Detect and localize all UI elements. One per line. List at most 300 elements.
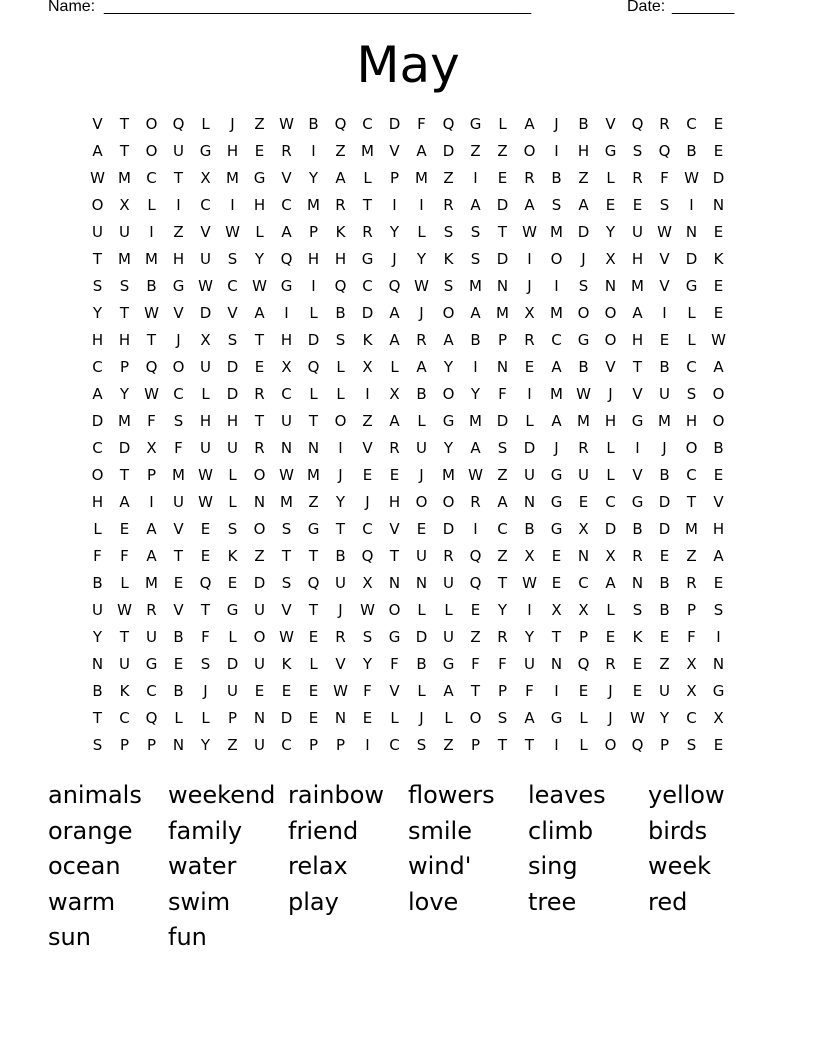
grid-letter[interactable]: X — [389, 385, 400, 403]
grid-letter[interactable]: L — [93, 520, 102, 538]
grid-letter[interactable]: S — [497, 709, 508, 727]
grid-letter[interactable]: M — [307, 196, 320, 214]
grid-letter[interactable]: E — [632, 655, 643, 673]
grid-letter[interactable]: L — [228, 466, 237, 484]
grid-letter[interactable]: L — [687, 304, 696, 322]
grid-letter[interactable]: X — [686, 655, 697, 673]
grid-letter[interactable]: T — [254, 331, 265, 349]
grid-letter[interactable]: U — [119, 655, 130, 673]
grid-letter[interactable]: E — [578, 493, 589, 511]
grid-letter[interactable]: E — [713, 574, 724, 592]
grid-letter[interactable]: R — [632, 547, 643, 565]
grid-letter[interactable]: G — [442, 655, 455, 673]
grid-letter[interactable]: U — [119, 223, 130, 241]
grid-letter[interactable]: E — [308, 628, 319, 646]
grid-letter[interactable]: A — [146, 547, 157, 565]
grid-letter[interactable]: U — [227, 682, 238, 700]
grid-letter[interactable]: W — [414, 277, 429, 295]
grid-letter[interactable]: H — [334, 250, 347, 268]
grid-letter[interactable]: R — [335, 196, 346, 214]
grid-letter[interactable]: Y — [605, 223, 616, 241]
grid-letter[interactable]: H — [226, 412, 239, 430]
grid-letter[interactable]: L — [606, 466, 615, 484]
grid-letter[interactable]: G — [199, 142, 212, 160]
grid-letter[interactable]: U — [659, 385, 670, 403]
grid-letter[interactable]: Q — [307, 574, 320, 592]
grid-letter[interactable]: Z — [470, 628, 481, 646]
grid-letter[interactable]: T — [497, 223, 508, 241]
grid-letter[interactable]: H — [280, 331, 293, 349]
grid-letter[interactable]: A — [551, 412, 562, 430]
grid-letter[interactable]: E — [551, 547, 562, 565]
grid-letter[interactable]: U — [443, 574, 454, 592]
grid-letter[interactable]: W — [198, 277, 213, 295]
grid-letter[interactable]: Z — [497, 547, 508, 565]
grid-letter[interactable]: I — [527, 385, 532, 403]
grid-letter[interactable]: X — [578, 601, 589, 619]
grid-letter[interactable]: M — [145, 574, 158, 592]
grid-letter[interactable]: Q — [361, 547, 374, 565]
grid-letter[interactable]: Y — [92, 304, 103, 322]
grid-letter[interactable]: N — [253, 493, 266, 511]
grid-letter[interactable]: E — [389, 466, 400, 484]
grid-letter[interactable]: N — [550, 655, 563, 673]
grid-letter[interactable]: B — [173, 682, 184, 700]
grid-letter[interactable]: C — [686, 358, 697, 376]
grid-letter[interactable]: A — [470, 196, 481, 214]
grid-letter[interactable]: E — [659, 547, 670, 565]
grid-letter[interactable]: L — [687, 331, 696, 349]
grid-letter[interactable]: B — [659, 358, 670, 376]
grid-letter[interactable]: Z — [443, 169, 454, 187]
grid-letter[interactable]: V — [200, 223, 211, 241]
grid-letter[interactable]: X — [551, 601, 562, 619]
grid-letter[interactable]: Y — [416, 250, 427, 268]
grid-letter[interactable]: P — [308, 736, 319, 754]
grid-letter[interactable]: E — [308, 709, 319, 727]
grid-letter[interactable]: W — [279, 466, 294, 484]
grid-letter[interactable]: W — [198, 466, 213, 484]
grid-letter[interactable]: M — [118, 412, 131, 430]
grid-letter[interactable]: U — [254, 601, 265, 619]
grid-letter[interactable]: Q — [172, 115, 185, 133]
grid-letter[interactable]: V — [173, 520, 184, 538]
grid-letter[interactable]: G — [253, 169, 266, 187]
grid-letter[interactable]: E — [713, 736, 724, 754]
grid-letter[interactable]: Z — [578, 169, 589, 187]
grid-letter[interactable]: O — [253, 520, 266, 538]
grid-letter[interactable]: A — [146, 520, 157, 538]
grid-letter[interactable]: S — [632, 601, 643, 619]
grid-letter[interactable]: G — [361, 250, 374, 268]
grid-letter[interactable]: J — [581, 250, 586, 268]
grid-letter[interactable]: E — [713, 142, 724, 160]
grid-letter[interactable]: E — [713, 466, 724, 484]
grid-letter[interactable]: L — [525, 412, 534, 430]
grid-letter[interactable]: I — [554, 277, 559, 295]
grid-letter[interactable]: L — [201, 385, 210, 403]
grid-letter[interactable]: I — [338, 439, 343, 457]
grid-letter[interactable]: N — [91, 655, 104, 673]
grid-letter[interactable]: T — [551, 628, 562, 646]
grid-letter[interactable]: W — [279, 628, 294, 646]
grid-letter[interactable]: O — [469, 709, 482, 727]
grid-letter[interactable]: W — [90, 169, 105, 187]
grid-letter[interactable]: R — [686, 574, 697, 592]
grid-letter[interactable]: C — [389, 736, 400, 754]
grid-letter[interactable]: P — [659, 736, 670, 754]
grid-letter[interactable]: I — [149, 223, 154, 241]
grid-letter[interactable]: S — [470, 223, 481, 241]
grid-letter[interactable]: O — [172, 358, 185, 376]
grid-letter[interactable]: I — [311, 277, 316, 295]
grid-letter[interactable]: D — [442, 142, 455, 160]
grid-letter[interactable]: U — [659, 682, 670, 700]
grid-letter[interactable]: D — [226, 655, 239, 673]
grid-letter[interactable]: T — [524, 736, 535, 754]
grid-letter[interactable]: N — [685, 223, 698, 241]
grid-letter[interactable]: Z — [308, 493, 319, 511]
grid-letter[interactable]: D — [307, 331, 320, 349]
grid-letter[interactable]: R — [605, 655, 616, 673]
grid-letter[interactable]: O — [334, 412, 347, 430]
grid-letter[interactable]: O — [91, 466, 104, 484]
grid-letter[interactable]: F — [471, 655, 480, 673]
grid-letter[interactable]: S — [227, 520, 238, 538]
grid-letter[interactable]: R — [632, 169, 643, 187]
grid-letter[interactable]: T — [92, 709, 103, 727]
grid-letter[interactable]: I — [635, 439, 640, 457]
grid-letter[interactable]: R — [416, 331, 427, 349]
grid-letter[interactable]: Z — [173, 223, 184, 241]
grid-letter[interactable]: I — [284, 304, 289, 322]
grid-letter[interactable]: M — [118, 169, 131, 187]
grid-letter[interactable]: I — [365, 385, 370, 403]
grid-letter[interactable]: A — [524, 196, 535, 214]
grid-letter[interactable]: G — [145, 655, 158, 673]
grid-letter[interactable]: Y — [200, 736, 211, 754]
grid-letter[interactable]: H — [91, 331, 104, 349]
grid-letter[interactable]: L — [255, 223, 264, 241]
grid-letter[interactable]: A — [281, 223, 292, 241]
grid-letter[interactable]: L — [228, 628, 237, 646]
grid-letter[interactable]: E — [605, 196, 616, 214]
grid-letter[interactable]: G — [550, 493, 563, 511]
grid-letter[interactable]: I — [554, 142, 559, 160]
grid-letter[interactable]: Y — [308, 169, 319, 187]
grid-letter[interactable]: O — [550, 250, 563, 268]
grid-letter[interactable]: U — [632, 223, 643, 241]
grid-letter[interactable]: S — [686, 736, 697, 754]
grid-letter[interactable]: S — [227, 250, 238, 268]
grid-letter[interactable]: I — [554, 736, 559, 754]
grid-letter[interactable]: E — [308, 682, 319, 700]
grid-letter[interactable]: U — [524, 655, 535, 673]
grid-letter[interactable]: X — [713, 709, 724, 727]
grid-letter[interactable]: T — [686, 493, 697, 511]
grid-letter[interactable]: D — [685, 250, 698, 268]
grid-letter[interactable]: T — [92, 250, 103, 268]
grid-letter[interactable]: E — [173, 574, 184, 592]
name-field[interactable]: ________________________________________________ — [104, 0, 532, 15]
grid-letter[interactable]: J — [527, 277, 532, 295]
grid-letter[interactable]: G — [577, 331, 590, 349]
grid-letter[interactable]: L — [417, 223, 426, 241]
grid-letter[interactable]: R — [254, 385, 265, 403]
grid-letter[interactable]: I — [392, 196, 397, 214]
grid-letter[interactable]: M — [550, 385, 563, 403]
grid-letter[interactable]: J — [392, 250, 397, 268]
grid-letter[interactable]: S — [443, 223, 454, 241]
grid-letter[interactable]: E — [713, 304, 724, 322]
grid-letter[interactable]: S — [92, 277, 103, 295]
grid-letter[interactable]: D — [523, 439, 536, 457]
grid-letter[interactable]: A — [416, 142, 427, 160]
date-field[interactable]: _______ — [672, 0, 735, 15]
grid-letter[interactable]: L — [606, 169, 615, 187]
grid-letter[interactable]: I — [473, 520, 478, 538]
grid-letter[interactable]: G — [307, 520, 320, 538]
grid-letter[interactable]: A — [470, 304, 481, 322]
grid-letter[interactable]: M — [496, 304, 509, 322]
grid-letter[interactable]: X — [686, 682, 697, 700]
grid-letter[interactable]: G — [226, 601, 239, 619]
grid-letter[interactable]: J — [419, 304, 424, 322]
grid-letter[interactable]: N — [496, 277, 509, 295]
grid-letter[interactable]: H — [388, 493, 401, 511]
grid-letter[interactable]: L — [309, 655, 318, 673]
grid-letter[interactable]: C — [227, 277, 238, 295]
grid-letter[interactable]: K — [227, 547, 238, 565]
grid-letter[interactable]: K — [281, 655, 292, 673]
grid-letter[interactable]: Y — [335, 493, 346, 511]
grid-letter[interactable]: N — [604, 277, 617, 295]
grid-letter[interactable]: D — [442, 520, 455, 538]
grid-letter[interactable]: V — [281, 601, 292, 619]
grid-letter[interactable]: B — [416, 385, 427, 403]
grid-letter[interactable]: S — [470, 250, 481, 268]
grid-letter[interactable]: G — [685, 277, 698, 295]
grid-letter[interactable]: P — [308, 223, 319, 241]
grid-letter[interactable]: E — [713, 115, 724, 133]
grid-letter[interactable]: U — [227, 439, 238, 457]
grid-letter[interactable]: T — [119, 466, 130, 484]
grid-letter[interactable]: C — [92, 358, 103, 376]
grid-letter[interactable]: T — [335, 520, 346, 538]
grid-letter[interactable]: P — [227, 709, 238, 727]
grid-letter[interactable]: R — [281, 142, 292, 160]
grid-letter[interactable]: E — [227, 574, 238, 592]
grid-letter[interactable]: I — [662, 304, 667, 322]
grid-letter[interactable]: F — [498, 385, 507, 403]
grid-letter[interactable]: S — [443, 277, 454, 295]
grid-letter[interactable]: T — [254, 412, 265, 430]
grid-letter[interactable]: B — [524, 520, 535, 538]
grid-letter[interactable]: K — [119, 682, 130, 700]
grid-letter[interactable]: T — [173, 169, 184, 187]
grid-letter[interactable]: W — [225, 223, 240, 241]
grid-letter[interactable]: M — [361, 142, 374, 160]
grid-letter[interactable]: L — [444, 601, 453, 619]
grid-letter[interactable]: C — [281, 385, 292, 403]
grid-letter[interactable]: E — [281, 682, 292, 700]
grid-letter[interactable]: I — [311, 142, 316, 160]
grid-letter[interactable]: L — [390, 709, 399, 727]
grid-letter[interactable]: U — [578, 466, 589, 484]
grid-letter[interactable]: H — [226, 142, 239, 160]
grid-letter[interactable]: D — [361, 304, 374, 322]
grid-letter[interactable]: A — [524, 115, 535, 133]
grid-letter[interactable]: M — [226, 169, 239, 187]
grid-letter[interactable]: S — [416, 736, 427, 754]
grid-letter[interactable]: P — [497, 682, 508, 700]
grid-letter[interactable]: W — [333, 682, 348, 700]
grid-letter[interactable]: G — [631, 412, 644, 430]
grid-letter[interactable]: F — [417, 115, 426, 133]
grid-letter[interactable]: C — [686, 115, 697, 133]
grid-letter[interactable]: W — [252, 277, 267, 295]
grid-letter[interactable]: V — [389, 142, 400, 160]
grid-letter[interactable]: X — [281, 358, 292, 376]
grid-letter[interactable]: W — [279, 115, 294, 133]
grid-letter[interactable]: N — [307, 439, 320, 457]
grid-letter[interactable]: Y — [254, 250, 265, 268]
grid-letter[interactable]: E — [659, 628, 670, 646]
grid-letter[interactable]: J — [608, 385, 613, 403]
grid-letter[interactable]: L — [444, 709, 453, 727]
grid-letter[interactable]: G — [388, 628, 401, 646]
grid-letter[interactable]: E — [119, 520, 130, 538]
grid-letter[interactable]: S — [497, 439, 508, 457]
grid-letter[interactable]: R — [524, 331, 535, 349]
grid-letter[interactable]: J — [608, 682, 613, 700]
grid-letter[interactable]: F — [525, 682, 534, 700]
grid-letter[interactable]: E — [362, 466, 373, 484]
grid-letter[interactable]: X — [578, 520, 589, 538]
grid-letter[interactable]: V — [389, 682, 400, 700]
grid-letter[interactable]: X — [524, 547, 535, 565]
grid-letter[interactable]: T — [389, 547, 400, 565]
grid-letter[interactable]: U — [200, 250, 211, 268]
grid-letter[interactable]: A — [389, 331, 400, 349]
grid-letter[interactable]: U — [443, 628, 454, 646]
grid-letter[interactable]: G — [631, 493, 644, 511]
grid-letter[interactable]: G — [469, 115, 482, 133]
grid-letter[interactable]: E — [254, 682, 265, 700]
grid-letter[interactable]: L — [336, 358, 345, 376]
grid-letter[interactable]: R — [659, 115, 670, 133]
grid-letter[interactable]: T — [119, 142, 130, 160]
grid-letter[interactable]: Q — [199, 574, 212, 592]
grid-letter[interactable]: B — [470, 331, 481, 349]
grid-letter[interactable]: A — [443, 682, 454, 700]
grid-letter[interactable]: T — [470, 682, 481, 700]
grid-letter[interactable]: Q — [334, 115, 347, 133]
grid-letter[interactable]: D — [712, 169, 725, 187]
grid-letter[interactable]: B — [551, 169, 562, 187]
grid-letter[interactable]: S — [281, 520, 292, 538]
grid-letter[interactable]: L — [336, 385, 345, 403]
grid-letter[interactable]: F — [390, 655, 399, 673]
grid-letter[interactable]: O — [604, 304, 617, 322]
grid-letter[interactable]: B — [686, 142, 697, 160]
grid-letter[interactable]: D — [280, 709, 293, 727]
grid-letter[interactable]: A — [551, 358, 562, 376]
grid-letter[interactable]: V — [92, 115, 103, 133]
grid-letter[interactable]: P — [335, 736, 346, 754]
grid-letter[interactable]: W — [576, 385, 591, 403]
grid-letter[interactable]: O — [388, 601, 401, 619]
grid-letter[interactable]: S — [227, 331, 238, 349]
grid-letter[interactable]: J — [662, 439, 667, 457]
grid-letter[interactable]: V — [713, 493, 724, 511]
grid-letter[interactable]: R — [470, 493, 481, 511]
grid-letter[interactable]: P — [119, 358, 130, 376]
grid-letter[interactable]: Q — [307, 358, 320, 376]
grid-letter[interactable]: O — [145, 115, 158, 133]
grid-letter[interactable]: X — [605, 250, 616, 268]
grid-letter[interactable]: H — [118, 331, 131, 349]
grid-letter[interactable]: R — [362, 223, 373, 241]
grid-letter[interactable]: X — [605, 547, 616, 565]
grid-letter[interactable]: E — [551, 574, 562, 592]
grid-letter[interactable]: X — [146, 439, 157, 457]
grid-letter[interactable]: U — [92, 601, 103, 619]
grid-letter[interactable]: A — [416, 358, 427, 376]
grid-letter[interactable]: Z — [254, 115, 265, 133]
grid-letter[interactable]: C — [497, 520, 508, 538]
grid-letter[interactable]: N — [523, 493, 536, 511]
grid-letter[interactable]: S — [686, 385, 697, 403]
grid-letter[interactable]: X — [200, 169, 211, 187]
grid-letter[interactable]: C — [119, 709, 130, 727]
grid-letter[interactable]: F — [147, 412, 156, 430]
grid-letter[interactable]: O — [91, 196, 104, 214]
grid-letter[interactable]: T — [308, 601, 319, 619]
grid-letter[interactable]: X — [362, 574, 373, 592]
grid-letter[interactable]: R — [578, 439, 589, 457]
grid-letter[interactable]: U — [92, 223, 103, 241]
grid-letter[interactable]: N — [415, 574, 428, 592]
grid-letter[interactable]: E — [254, 358, 265, 376]
grid-letter[interactable]: Q — [145, 709, 158, 727]
grid-letter[interactable]: N — [712, 655, 725, 673]
grid-letter[interactable]: Q — [334, 277, 347, 295]
grid-letter[interactable]: W — [522, 574, 537, 592]
grid-letter[interactable]: W — [144, 385, 159, 403]
grid-letter[interactable]: E — [254, 142, 265, 160]
grid-letter[interactable]: P — [578, 628, 589, 646]
grid-letter[interactable]: K — [632, 628, 643, 646]
grid-letter[interactable]: I — [473, 358, 478, 376]
grid-letter[interactable]: A — [497, 493, 508, 511]
grid-letter[interactable]: B — [659, 574, 670, 592]
grid-letter[interactable]: A — [524, 709, 535, 727]
grid-letter[interactable]: C — [362, 115, 373, 133]
grid-letter[interactable]: J — [608, 709, 613, 727]
grid-letter[interactable]: A — [92, 385, 103, 403]
grid-letter[interactable]: B — [632, 520, 643, 538]
grid-letter[interactable]: O — [523, 142, 536, 160]
grid-letter[interactable]: B — [173, 628, 184, 646]
grid-letter[interactable]: H — [631, 250, 644, 268]
grid-letter[interactable]: G — [280, 277, 293, 295]
grid-letter[interactable]: O — [604, 331, 617, 349]
grid-letter[interactable]: W — [684, 169, 699, 187]
grid-letter[interactable]: H — [577, 142, 590, 160]
grid-letter[interactable]: A — [470, 439, 481, 457]
grid-letter[interactable]: Z — [686, 547, 697, 565]
